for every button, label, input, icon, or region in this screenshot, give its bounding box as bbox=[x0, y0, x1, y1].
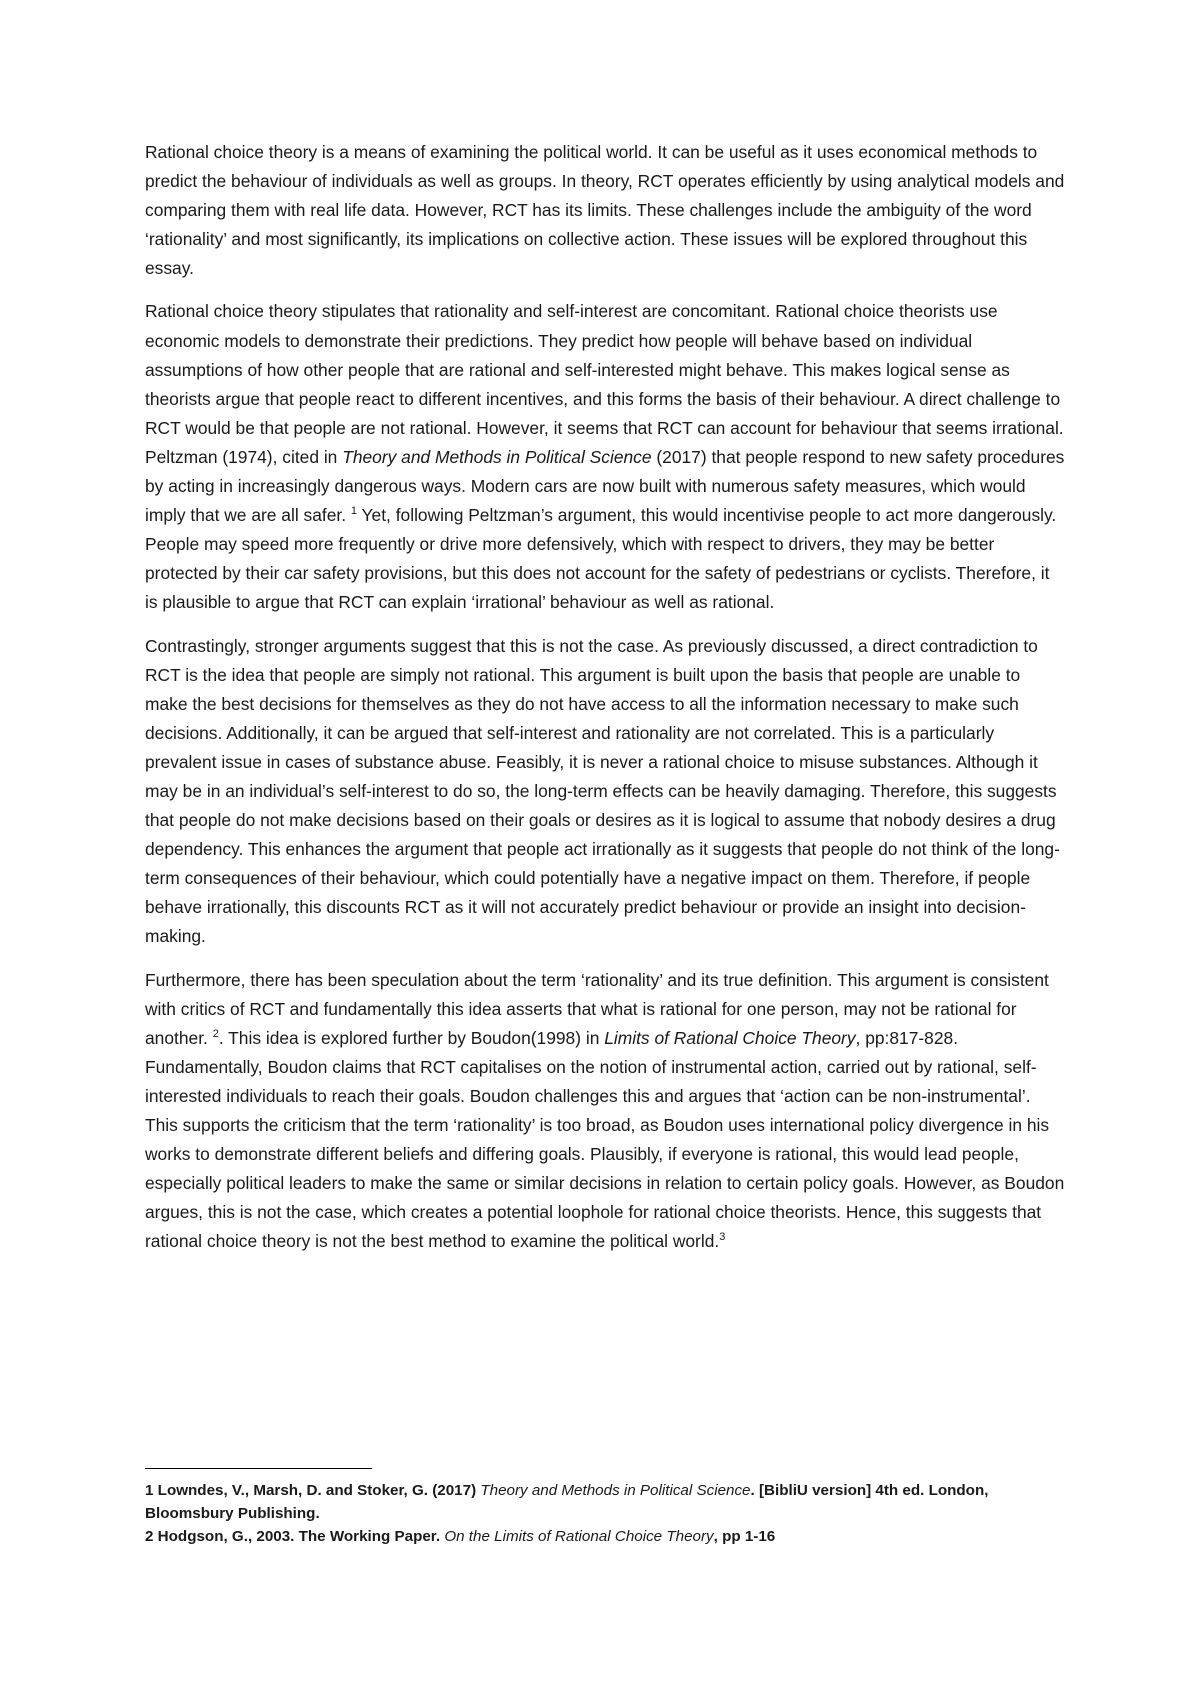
footnote-ref-1[interactable]: 1 bbox=[350, 505, 358, 518]
footnote-title: On the Limits of Rational Choice Theory bbox=[444, 1528, 714, 1545]
paragraph-text: Rational choice theory stipulates that rationality and self-interest are concomitant. Rational choice theorists use economic models to demonstrate their predictions. They predict how people will behave based on individual assumptions of how other people that are rational and self-interested might behave. This makes logical sense as theorists argue that people react to different incentives, and this forms the basis of their behaviour. A direct challenge to RCT would be that people are not rational. However, it seems that RCT can account for behaviour that seems irrational. Peltzman (1974), cited in bbox=[145, 301, 1064, 467]
paragraph-rationality-definition bbox=[145, 966, 1065, 1257]
footnote-text: . [BibliU version] 4th ed. London, Bloomsbury Publishing. bbox=[145, 1482, 989, 1522]
footnote-ref-2[interactable]: 2 bbox=[212, 1027, 219, 1040]
footnote-text: 2 Hodgson, G., 2003. The Working Paper. bbox=[145, 1528, 445, 1545]
paragraph-text: , pp:817-828. Fundamentally, Boudon claims that RCT capitalises on the notion of instrumental action, carried out by rational, self-interested individuals to reach their goals. Boudon challenges this and argues that ‘action can be non-instrumental’. This supports the criticism that the term ‘rationality’ is too broad, as Boudon uses international policy divergence in his works to demonstrate different beliefs and differing goals. Plausibly, if everyone is rational, this would lead people, especially political leaders to make the same or similar decisions in relation to certain policy goals. However, as Boudon argues, this is not the case, which creates a potential loophole for rational choice theorists. Hence, this suggests that rational choice theory is not the best method to examine the political world. bbox=[145, 1027, 1065, 1252]
footnote-text: 1 Lowndes, V., Marsh, D. and Stoker, G. (2017) bbox=[145, 1482, 481, 1499]
footnote-separator bbox=[145, 1468, 372, 1469]
paragraph-text: . This idea is explored further by Boudon(1998) in bbox=[218, 1027, 605, 1048]
paragraph-text: Contrastingly, stronger arguments suggest that this is not the case. As previously discussed, a direct contradiction to RCT is the idea that people are simply not rational. This argument is built upon the basis that people are unable to make the best decisions for themselves as they do not have access to all the information necessary to make such decisions. Additionally, it can be argued that self-interest and rationality are not correlated. This is a particularly prevalent issue in cases of substance abuse. Feasibly, it is never a rational choice to misuse substances. Although it may be in an individual’s self-interest to do so, the long-term effects can be heavily damaging. Therefore, this suggests that people do not make decisions based on their goals or desires as it is logical to assume that nobody desires a drug dependency. This enhances the argument that people act irrationally as it suggests that people do not think of the long-term consequences of their behaviour, which could potentially have a negative impact on them. Therefore, if people behave irrationally, this discounts RCT as it will not accurately predict behaviour or provide an insight into decision-making. bbox=[145, 635, 1060, 947]
footnote-2 bbox=[145, 1525, 1065, 1548]
footnotes-section bbox=[145, 1468, 1065, 1548]
paragraph-text: Furthermore, there has been speculation about the term ‘rationality’ and its true definition. This argument is consistent with critics of RCT and fundamentally this idea asserts that what is rational for one person, may not be rational for another. bbox=[145, 969, 1049, 1048]
paragraph-text: Rational choice theory is a means of examining the political world. It can be useful as it uses economical methods to predict the behaviour of individuals as well as groups. In theory, RCT operates efficiently by using analytical models and comparing them with real life data. However, RCT has its limits. These challenges include the ambiguity of the word ‘rationality’ and most significantly, its implications on collective action. These issues will be explored throughout this essay. bbox=[145, 142, 1065, 279]
paragraph-self-interest bbox=[145, 297, 1065, 617]
paragraph-contrast bbox=[145, 632, 1065, 952]
book-title: Theory and Methods in Political Science bbox=[342, 446, 652, 467]
book-title: Limits of Rational Choice Theory bbox=[604, 1027, 856, 1048]
footnote-1 bbox=[145, 1479, 1065, 1525]
footnote-title: Theory and Methods in Political Science bbox=[480, 1482, 751, 1499]
paragraph-introduction bbox=[145, 138, 1065, 283]
footnote-text: , pp 1-16 bbox=[713, 1528, 776, 1545]
paragraph-text: (2017) that people respond to new safety procedures by acting in increasingly dangerous ways. Modern cars are now built with numerous safety measures, which would imply that we are all safer. bbox=[145, 446, 1065, 526]
document-body bbox=[145, 138, 1065, 1270]
paragraph-text: Yet, following Peltzman’s argument, this would incentivise people to act more dangerously. People may speed more frequently or drive more defensively, which with respect to drivers, they may be better protected by their car safety provisions, but this does not account for the safety of pedestrians or cyclists. Therefore, it is plausible to argue that RCT can explain ‘irrational’ behaviour as well as rational. bbox=[145, 505, 1057, 613]
footnote-ref-3[interactable]: 3 bbox=[719, 1231, 726, 1244]
